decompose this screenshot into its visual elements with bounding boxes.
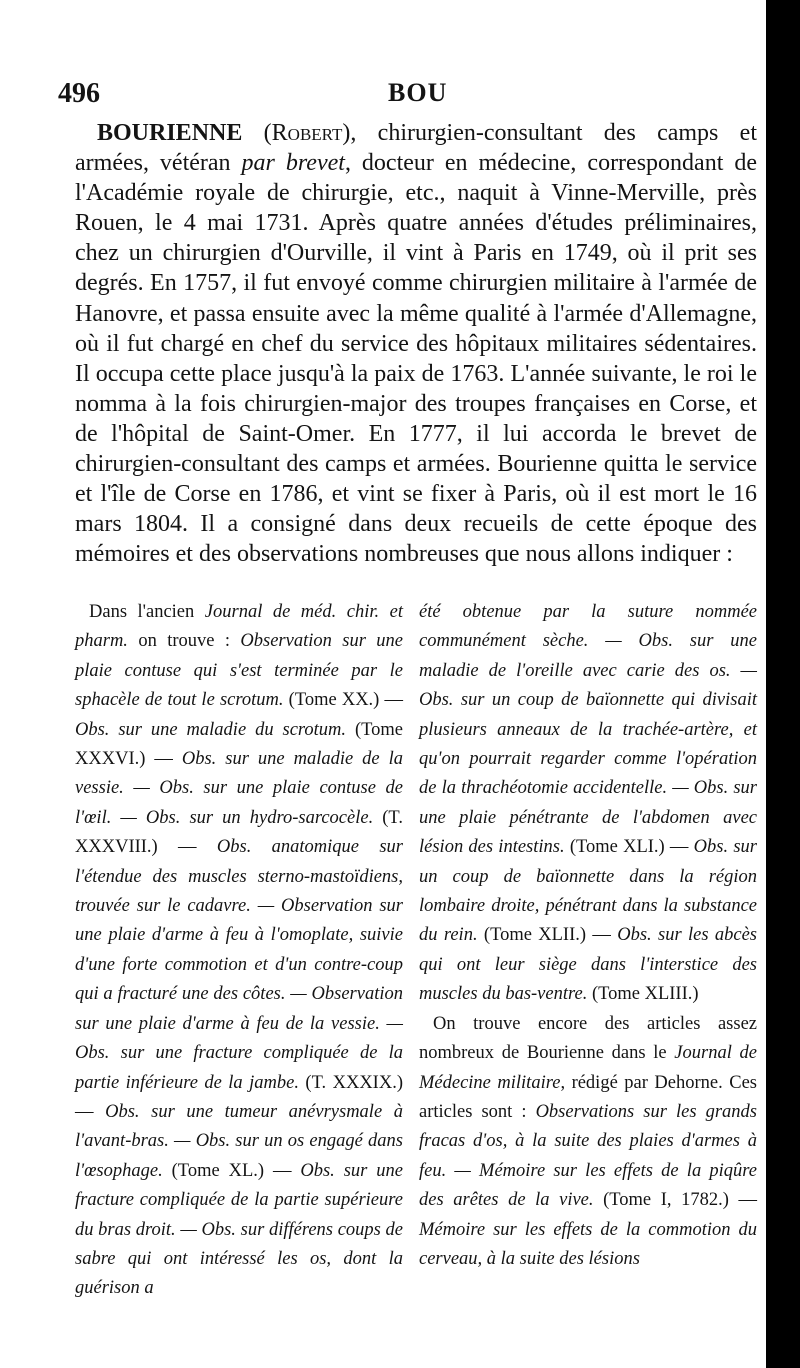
left-run-3: on trouve : bbox=[127, 631, 241, 652]
right-second-paragraph bbox=[419, 1010, 757, 1275]
right-continuation-paragraph bbox=[419, 598, 757, 1010]
entry-body: , docteur en médecine, correspondant de l'Académie royale de chirurgie, etc., naquit à Vinne-Merville, près Rouen, le 4 mai 1731. Après quatre années d'études préliminaires, chez un chirurgien d'Ourville, il vint à Paris en 1749, où il prit ses degrés. En 1757, il fut envoyé comme chirurgien militaire à l'armée de Hanovre, et passa ensuite avec la même qualité à l'armée d'Allemagne, où il fut chargé en chef du service des hôpitaux militaires sédentaires. Il occupa cette place jusqu'à la paix de 1763. L'année suivante, le roi le nomma à la fois chirurgien-major des troupes françaises en Corse, et de l'hôpital de Saint-Omer. En 1777, il lui accorda le brevet de chirurgien-consultant des camps et armées. Bourienne quitta le service et l'île de Corse en 1786, et vint se fixer à Paris, où il est mort le 16 mars 1804. Il a consigné dans deux recueils de cette époque des mémoires et des observations nombreuses que nous allons indiquer : bbox=[75, 150, 757, 568]
left-run-5: (Tome XX.) — bbox=[283, 690, 403, 711]
left-column bbox=[75, 598, 403, 1304]
right-para-run-3: , rédigé par Dehorne. Ces articles sont : bbox=[419, 1072, 757, 1122]
left-run-1: Dans l'ancien bbox=[89, 602, 205, 622]
left-run-7: (Tome XXXVI.) — bbox=[75, 719, 403, 770]
left-run-4: Observation sur une plaie contuse qui s'est terminée par le sphacèle de tout le scrotum. bbox=[75, 631, 404, 711]
right-para-run-6: Mémoire sur les effets de la commotion du cerveau, à la suite des lésions bbox=[419, 1219, 757, 1269]
entry-given-name: Robert bbox=[271, 120, 343, 146]
right-run-3: Obs. sur un coup de baïonnette dans la région lombaire droite, pénétrant dans la substance du rein. bbox=[419, 837, 757, 946]
right-column bbox=[419, 598, 757, 1274]
left-run-9: (T. XXXVIII.) — bbox=[75, 807, 403, 858]
left-run-6: Obs. sur une maladie du scrotum. bbox=[75, 719, 347, 740]
entry-by-patent: par brevet bbox=[241, 150, 345, 177]
left-run-11: (T. XXXIX.) — bbox=[75, 1072, 403, 1122]
left-run-2: Journal de méd. chir. et pharm. bbox=[75, 602, 403, 652]
page-number: 496 bbox=[58, 78, 100, 109]
right-run-2: (Tome XLI.) — bbox=[564, 837, 694, 858]
right-para-run-2: Journal de Médecine militaire bbox=[419, 1043, 758, 1093]
page-header bbox=[58, 78, 748, 114]
right-run-1: été obtenue par la suture nommée communément sèche. — Obs. sur une maladie de l'oreille avec carie des os. — Obs. sur un coup de baïonnette qui divisait plusieurs anneaux de la trachée-artère, et qu'on pourrait regarder comme l'opération de la thrachéotomie accidentelle. — Obs. sur une plaie pénétrante de l'abdomen avec lésion des intestins. bbox=[419, 602, 757, 858]
scan-dark-edge bbox=[766, 0, 800, 1368]
right-para-run-5: (Tome I, 1782.) — bbox=[593, 1190, 757, 1211]
left-paragraph bbox=[75, 598, 403, 1304]
left-run-13: (Tome XL.) — bbox=[162, 1160, 301, 1181]
biography-entry bbox=[75, 118, 757, 569]
left-run-10: Obs. anatomique sur l'étendue des muscles sterno-mastoïdiens, trouvée sur le cadavre. — Observation sur une plaie d'arme à feu à l'omoplate, suivie d'une forte commotion et d'un contre-coup qui a fracturé une des côtes. — Observation sur une plaie d'arme à feu de la vessie. — Obs. sur une fracture compliquée de la partie inférieure de la jambe. bbox=[75, 837, 403, 1093]
left-run-12: Obs. sur une tumeur anévrysmale à l'avant-bras. — Obs. sur un os engagé dans l'œsophage. bbox=[75, 1101, 403, 1181]
entry-intro-1: ( bbox=[242, 120, 272, 146]
right-para-run-4: Observations sur les grands fracas d'os, à la suite des plaies d'armes à feu. — Mémoire sur les effets de la piqûre des arêtes de la vive. bbox=[419, 1101, 757, 1211]
entry-paragraph bbox=[75, 118, 757, 569]
running-head: BOU bbox=[388, 78, 448, 107]
right-run-5: Obs. sur les abcès qui ont leur siège dans l'interstice des muscles du bas-ventre. bbox=[419, 925, 757, 1005]
entry-intro-2: ), chirurgien-consultant des camps et armées, vétéran bbox=[75, 120, 757, 177]
right-para-run-1: On trouve encore des articles assez nombreux de Bourienne dans le bbox=[419, 1013, 757, 1064]
left-run-8: Obs. sur une maladie de la vessie. — Obs. sur une plaie contuse de l'œil. — Obs. sur un hydro-sarcocèle. bbox=[75, 749, 404, 828]
left-run-14: Obs. sur une fracture compliquée de la partie supérieure du bras droit. — Obs. sur différens coups de sabre qui ont intéressé les os, dont la guérison a bbox=[75, 1160, 404, 1299]
entry-name: BOURIENNE bbox=[97, 120, 243, 146]
right-run-6: (Tome XLIII.) bbox=[587, 984, 699, 1005]
works-columns bbox=[75, 598, 757, 1318]
right-run-4: (Tome XLII.) — bbox=[477, 925, 618, 946]
